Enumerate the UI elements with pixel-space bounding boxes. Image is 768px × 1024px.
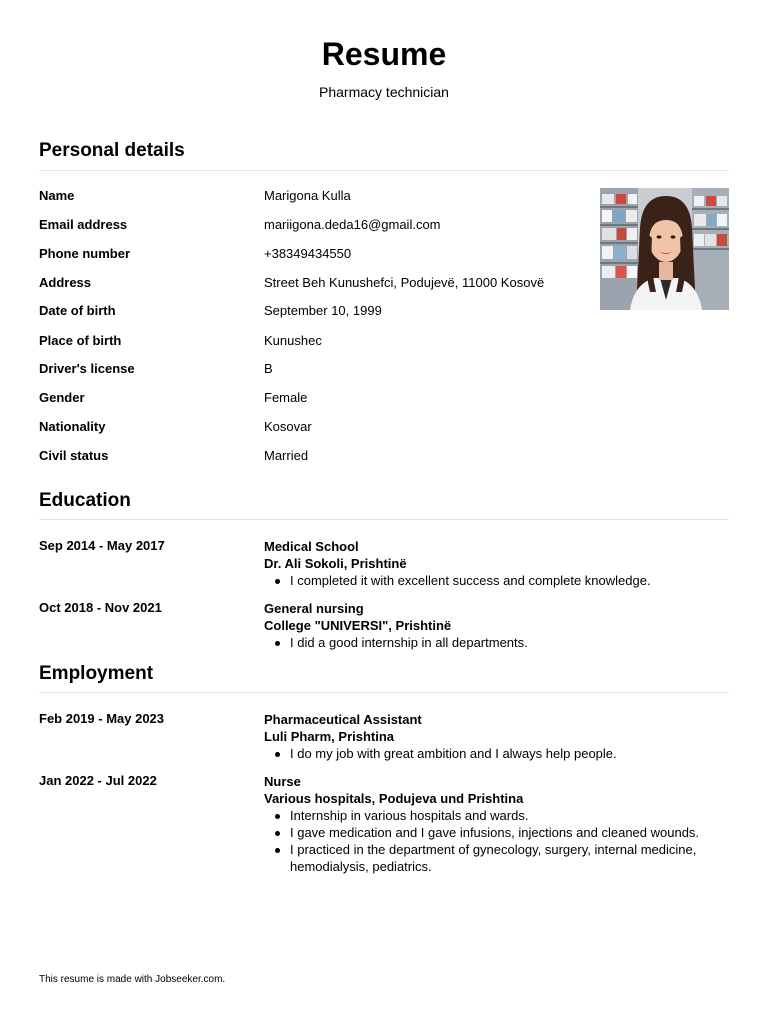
personal-row-place-of-birth xyxy=(39,333,579,353)
section-divider xyxy=(39,692,729,693)
entry-bullet-list xyxy=(264,572,704,589)
entry-organization: Luli Pharm, Prishtina xyxy=(264,729,395,744)
entry-title: General nursing xyxy=(264,601,364,616)
field-value: B xyxy=(264,361,273,376)
bullet-item: I practiced in the department of gynecology, surgery, internal medicine, hemodialysis, pediatrics. xyxy=(290,841,704,875)
employment-heading: Employment xyxy=(39,663,154,684)
field-label: Nationality xyxy=(39,419,106,434)
profile-photo xyxy=(600,188,729,310)
field-value: Kunushec xyxy=(264,333,322,348)
field-value: Kosovar xyxy=(264,419,312,434)
field-label: Address xyxy=(39,275,92,290)
field-label: Email address xyxy=(39,217,128,232)
entry-organization: Various hospitals, Podujeva und Prishtina xyxy=(264,791,524,806)
footer-note: This resume is made with Jobseeker.com. xyxy=(39,974,226,985)
entry-date: Oct 2018 - Nov 2021 xyxy=(39,600,162,615)
entry-title: Medical School xyxy=(264,539,359,554)
entry-body xyxy=(264,711,704,762)
field-value: Female xyxy=(264,390,308,405)
personal-row-name xyxy=(39,188,579,208)
entry-title: Pharmaceutical Assistant xyxy=(264,712,422,727)
bullet-item: Internship in various hospitals and wards. xyxy=(290,807,704,824)
field-label: Name xyxy=(39,188,75,203)
field-label: Date of birth xyxy=(39,303,116,318)
field-value: September 10, 1999 xyxy=(264,303,382,318)
field-value: Marigona Kulla xyxy=(264,188,351,203)
personal-row-nationality xyxy=(39,419,579,439)
personal-row-civil-status xyxy=(39,448,579,468)
field-value: +38349434550 xyxy=(264,246,352,261)
entry-organization: College "UNIVERSI", Prishtinë xyxy=(264,618,452,633)
section-divider xyxy=(39,170,729,171)
field-value: Street Beh Kunushefci, Podujevë, 11000 Kosovë xyxy=(264,275,545,290)
field-label: Place of birth xyxy=(39,333,122,348)
section-divider xyxy=(39,519,729,520)
resume-title: Resume xyxy=(321,36,447,72)
bullet-item: I did a good internship in all departments. xyxy=(290,634,704,651)
field-label: Phone number xyxy=(39,246,131,261)
entry-date: Jan 2022 - Jul 2022 xyxy=(39,773,157,788)
bullet-item: I completed it with excellent success and complete knowledge. xyxy=(290,572,704,589)
field-label: Gender xyxy=(39,390,85,405)
personal-row-email xyxy=(39,217,579,237)
entry-date: Sep 2014 - May 2017 xyxy=(39,538,165,553)
entry-organization: Dr. Ali Sokoli, Prishtinë xyxy=(264,556,407,571)
entry-title: Nurse xyxy=(264,774,301,789)
personal-row-gender xyxy=(39,390,579,410)
entry-body xyxy=(264,600,704,651)
entry-date: Feb 2019 - May 2023 xyxy=(39,711,165,726)
field-value: Married xyxy=(264,448,309,463)
field-label: Driver's license xyxy=(39,361,135,376)
personal-row-address xyxy=(39,275,579,295)
bullet-item: I do my job with great ambition and I always help people. xyxy=(290,745,704,762)
education-heading: Education xyxy=(39,490,131,511)
personal-row-date-of-birth xyxy=(39,303,579,323)
field-value: mariigona.deda16@gmail.com xyxy=(264,217,441,232)
bullet-item: I gave medication and I gave infusions, injections and cleaned wounds. xyxy=(290,824,704,841)
resume-subtitle: Pharmacy technician xyxy=(319,84,449,100)
entry-body xyxy=(264,773,704,875)
personal-row-phone xyxy=(39,246,579,266)
entry-bullet-list xyxy=(264,634,704,651)
entry-bullet-list xyxy=(264,745,704,762)
personal-details-heading: Personal details xyxy=(39,140,185,161)
entry-body xyxy=(264,538,704,589)
field-label: Civil status xyxy=(39,448,109,463)
entry-bullet-list xyxy=(264,807,704,875)
personal-row-drivers-license xyxy=(39,361,579,381)
